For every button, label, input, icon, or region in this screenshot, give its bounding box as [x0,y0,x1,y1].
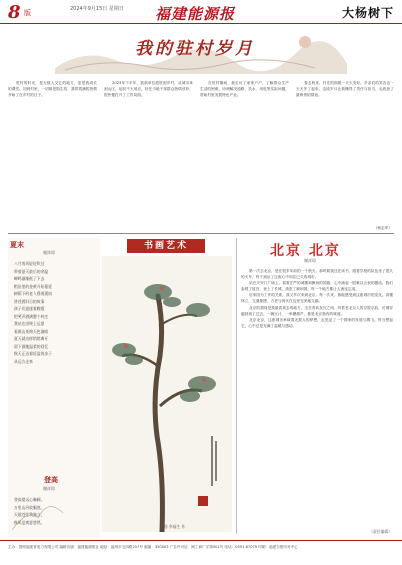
footer-text: 主办：国网福建省电力有限公司 编辑出版：福建能源报社 地址：福州市五四路257号 邮编：350003 广告许可证：闽工商广字第001号 电话：0591-87079 印刷：福建日报印务中心 [8,545,298,549]
article-column-2 [104,80,193,230]
article-paragraph: 在驻村期间，我走访了家家户户，了解群众生产生活的困难，协调解决道路、饮水、用电等实际问题，帮助村里发展特色产业。 [200,81,289,98]
poem-line: 我站在田埂上远望 [14,321,45,326]
article-sign-off: （杨志军） [373,226,392,230]
art-caption: 国画 李福生 作 [160,524,186,529]
article-paragraph: 2023年下半年，我被单位派驻到乡村，从城市来到山区，起初不太适应，好在当地干部群众热情淳朴，很快便打开了工作局面。 [104,81,193,98]
article-column-4 [296,80,394,230]
section-name: 大杨树下 [341,6,394,20]
article-paragraph: 站在天安门广场上，看着庄严的城楼和飘扬的国旗，心中涌起一股难以言表的激动。我们参观了故宫，登上了长城，游览了颐和园，每一个地方都让人流连忘返。 [241,281,393,292]
article-paragraph: 后来因为工作的关系，我又多次来到北京。每一次来，都能感受到这座城市的变化。高楼林立，交通便捷，古老与现代在这里完美地交融。 [241,293,393,304]
article-column-3 [200,80,289,230]
page-suffix: 版 [24,9,31,17]
issue-meta: 2024年9月15日 星期日 [70,6,124,12]
poem-line: 稻田里的金黄开始蔓延 [14,283,52,289]
horizontal-divider [8,233,394,234]
poem-line: 看群山连绵天色渐暗 [14,328,49,334]
article-paragraph: 北京的胡同是我最喜欢去的地方。走在青砖灰瓦之间，听着老北京人的京腔京韵，仿佛穿越回到了过去。一碗豆汁、一串糖葫芦，都是北京独有的味道。 [241,305,393,316]
article-paragraph: 春去秋来，村庄的面貌一天天变好，乡亲们的笑容也一天天多了起来。这段岁月让我懂得了责任与担当，也收获了最珍贵的情谊。 [296,81,394,98]
poem-line: 天地苍茫我独立， [14,512,45,517]
editor-note: （责任编辑） [369,529,392,534]
article-paragraph: 驻村的时光，是无数人交汇的地方，更是我成长的课堂。初到村里，一切都是陌生的，我带着满腔热情开始了在乡村的日子。 [8,81,97,98]
poem-line: 登高望远心胸阔， [14,497,45,502]
paper-name: 福建能源报 [155,5,236,23]
article-paragraph: 北京北京，这座城市承载着无数人的梦想，也见证了一个国家的发展与腾飞。每当想起它，心中总是充满了温暖与感动。 [241,317,393,328]
article-paragraph: 第一次去北京，是在很多年前的一个秋天。那时候我还在读书，跟着学校的队伍坐了很久的火车，终于到达了这座心中向往已久的城市。 [241,269,393,280]
poem-author: 谢祥琼 [43,250,55,255]
page-number: 8 [8,2,21,23]
page-header [0,0,402,24]
poem-line: 孩子们追逐着晚霞 [14,306,45,311]
poem-body [14,260,98,365]
poem-line: 秋天正迈着轻盈的步子 [14,351,52,356]
poem-line: 树荫下的老人摇着蒲扇 [14,291,52,296]
poem-line: 夏天就这样悄悄离开 [14,336,49,341]
beijing-article-title: 北京 北京 [270,243,341,259]
poem-title: 夏末 [10,240,24,249]
beijing-article-body [241,268,393,532]
page-footer [0,540,402,565]
poem-line: 万里山河收眼底。 [14,504,45,510]
poem-title: 登高 [44,475,58,484]
poem-line: 八月的风轻轻吹过 [14,261,45,266]
poem-line: 带着夏天最后的余温 [14,268,49,274]
poem-line: 把笑声洒满整个村庄 [14,313,49,319]
vertical-divider [236,238,237,534]
poem-author: 谢祥琼 [43,486,55,491]
article-title: 我的驻村岁月 [135,39,255,59]
poem-line: 蝉鸣渐渐低了下去 [14,276,45,281]
poem-line: 从远方走来 [14,358,33,364]
article-column-1 [8,80,97,230]
poem-line: 讲述着旧日的故事 [14,298,45,304]
ink-painting [102,256,232,532]
art-section-label: 书画艺术 [127,239,205,253]
beijing-article-author: 谢祥琼 [304,258,316,263]
poem-line: 留下满地温柔的回忆 [14,343,49,349]
poem-line: 秋风送爽意悠然。 [14,519,45,525]
poem-body [14,496,98,526]
